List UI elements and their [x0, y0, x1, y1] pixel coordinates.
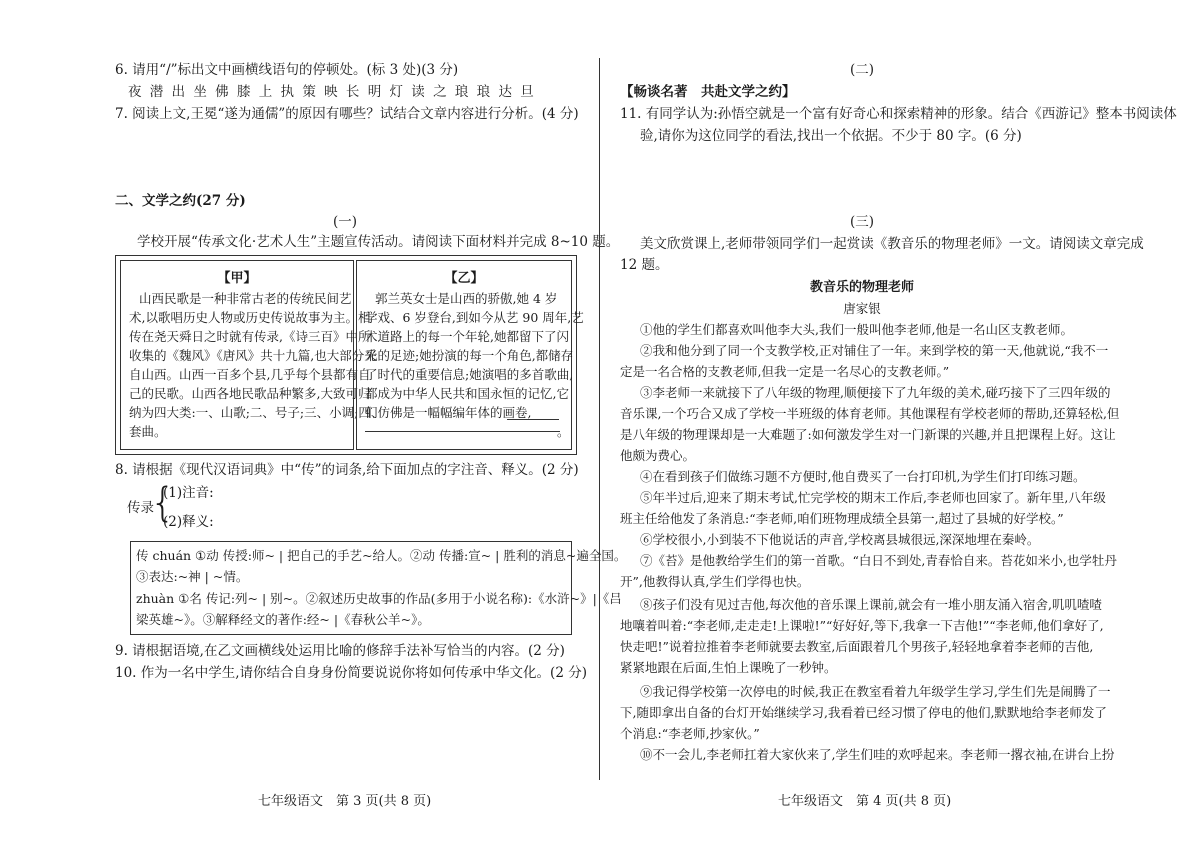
article-paragraph: ⑥学校很小,小到装不下他说话的声音,学校离县城很远,深深地埋在秦岭。 — [640, 532, 1040, 547]
yi-end-mark: 。 — [557, 424, 570, 439]
jia-line: 术,以歌唱历史人物或历史传说故事为主。相 — [129, 310, 371, 325]
yi-line: 术道路上的每一个年轮,她都留下了闪 — [365, 329, 569, 344]
question-11-line1: 11. 有同学认为:孙悟空就是一个富有好奇心和探索精神的形象。结合《西游记》整本书阅读体 — [620, 106, 1177, 122]
yi-line: 都成为中华人民共和国永恒的记忆,它 — [365, 386, 569, 401]
article-paragraph: ⑦《苔》是他教给学生们的第一首歌。“白日不到处,青春恰自来。苔花如米小,也学牡丹 — [640, 553, 1117, 568]
question-11-line2: 验,请你为这位同学的看法,找出一个依据。不少于 80 字。(6 分) — [640, 128, 1022, 144]
article-paragraph: 定是一名合格的支教老师,但我一定是一名尽心的支教老师。” — [620, 364, 950, 379]
jia-line: 山西民歌是一种非常古老的传统民间艺 — [139, 291, 352, 306]
dictionary-entry-box — [130, 541, 627, 635]
page-footer-4: 七年级语文 第 4 页(共 8 页) — [778, 794, 952, 809]
dict-line: 传 chuán ①动 传授:师~ | 把自己的手艺~给人。②动 传播:宣~ | 胜利的消息~遍全国。 — [136, 548, 627, 563]
article-paragraph: 快走吧!”说着拉推着李老师就要去教室,后面跟着几个男孩子,轻轻地拿着李老师的吉他, — [620, 639, 1094, 654]
part-2-heading: (二) — [849, 62, 875, 78]
article-paragraph: ④在看到孩子们做练习题不方便时,他自费买了一台打印机,为学生们打印练习题。 — [640, 469, 1086, 484]
article-paragraph: 音乐课,一个巧合又成了学校一半班级的体育老师。其他课程有学校老师的帮助,还算轻松,但 — [620, 406, 1120, 421]
material-yi — [356, 260, 584, 450]
page-divider — [599, 58, 600, 780]
answer-blank-long[interactable] — [365, 431, 560, 432]
article-paragraph: ①他的学生们都喜欢叫他李大头,我们一般叫他李老师,他是一名山区支教老师。 — [640, 322, 1073, 337]
question-7: 7. 阅读上文,王冕“遂为通儒”的原因有哪些？试结合文章内容进行分析。(4 分) — [115, 106, 579, 122]
article-paragraph: ⑩不一会儿,李老师扛着大家伙来了,学生们哇的欢呼起来。李老师一撂衣袖,在讲台上扮 — [640, 747, 1115, 762]
yi-line: 学戏、6 岁登台,到如今从艺 90 周年,艺 — [365, 310, 584, 325]
materials-intro: 学校开展“传承文化·艺术人生”主题宣传活动。请阅读下面材料并完成 8~10 题。 — [137, 234, 620, 250]
answer-blank[interactable] — [507, 407, 559, 420]
article-paragraph: 下,随即拿出自备的台灯开始继续学习,我看着已经习惯了停电的他们,默默地给李老师发了 — [620, 705, 1107, 720]
intro-line1: 美文欣赏课上,老师带领同学们一起赏读《教音乐的物理老师》一文。请阅读文章完成 — [640, 236, 1144, 252]
article-paragraph: ③李老师一来就接下了八年级的物理,顺便接下了九年级的美术,碰巧接下了三四年级的 — [640, 385, 1111, 400]
jia-line: 套曲。 — [129, 424, 167, 439]
yi-line: 郭兰英女士是山西的骄傲,她 4 岁 — [375, 291, 558, 306]
article-paragraph: 地嚷着叫着:“李老师,走走走!上课啦!”“好好好,等下,我拿一下吉他!”“李老师,他们拿好了, — [620, 618, 1104, 633]
article-paragraph: 开”,他教得认真,学生们学得也快。 — [620, 574, 810, 589]
article-paragraph: 是八年级的物理课却是一大难题了:如何激发学生对一门新课的兴趣,并且把课程上好。这让 — [620, 427, 1116, 442]
article-paragraph: 班主任给他发了条消息:“李老师,咱们班物理成绩全县第一,超过了县城的好学校。” — [620, 511, 1064, 526]
question-9: 9. 请根据语境,在乙文画横线处运用比喻的修辞手法补写恰当的内容。(2 分) — [115, 643, 565, 659]
jia-line: 传在尧天舜日之时就有传录,《诗三百》中所 — [129, 329, 371, 344]
article-paragraph: ②我和他分到了同一个支教学校,正对铺住了一年。来到学校的第一天,他就说,“我不一 — [640, 343, 1109, 358]
article-paragraph: 紧紧地跟在后面,生怕上课晚了一秒钟。 — [620, 660, 837, 675]
material-jia — [120, 260, 384, 450]
question-6: 6. 请用“/”标出文中画横线语句的停顿处。(标 3 处)(3 分) — [115, 62, 459, 78]
yi-line: 了时代的重要信息;她演唱的多首歌曲, — [365, 367, 574, 382]
jia-line: 自山西。山西一百多个县,几乎每个县都有自 — [129, 367, 371, 382]
material-yi-title: 【乙】 — [444, 271, 484, 286]
article-paragraph: ⑤年半过后,迎来了期末考试,忙完学校的期末工作后,李老师也回家了。新年里,八年级 — [640, 490, 1106, 505]
materials-box — [115, 255, 584, 455]
article-paragraph: ⑨我记得学校第一次停电的时候,我正在教室看着九年级学生学习,学生们先是闹腾了一 — [640, 684, 1111, 699]
article-author: 唐家银 — [843, 301, 881, 316]
yi-line: 们仿佛是一幅幅编年体的画卷, — [365, 405, 532, 420]
question-10: 10. 作为一名中学生,请你结合自身身份简要说说你将如何传承中华文化。(2 分) — [115, 665, 587, 681]
page-footer-3: 七年级语文 第 3 页(共 8 页) — [258, 794, 432, 809]
part-1-heading: (一) — [332, 214, 358, 230]
question-8-word: 传录 — [127, 500, 154, 516]
right-page — [602, 0, 1200, 843]
material-jia-title: 【甲】 — [217, 271, 257, 286]
section-tag: 【畅谈名著 共赴文学之约】 — [620, 84, 796, 100]
jia-line: 己的民歌。山西各地民歌品种繁多,大致可归 — [129, 386, 371, 401]
jia-line: 收集的《魏风》《唐风》共十九篇,也大部分采 — [129, 348, 377, 363]
part-3-heading: (三) — [849, 214, 875, 230]
dict-line: zhuàn ①名 传记:列~ | 别~。②叙述历史故事的作品(多用于小说名称):《水浒~》|《吕 — [136, 591, 622, 606]
article-paragraph: 他颇为费心。 — [620, 448, 696, 463]
section-2-heading: 二、文学之约(27 分) — [115, 193, 246, 209]
brace-icon: { — [150, 480, 176, 526]
article-paragraph: 个消息:“李老师,抄家伙。” — [620, 726, 760, 741]
article-title: 教音乐的物理老师 — [809, 280, 914, 295]
question-8: 8. 请根据《现代汉语词典》中“传”的词条,给下面加点的字注音、释义。(2 分) — [115, 462, 579, 478]
dict-line: 梁英雄~》。③解释经文的著作:经~ |《春秋公羊~》。 — [136, 612, 430, 627]
jia-line: 纳为四大类:一、山歌;二、号子;三、小调;四、 — [129, 405, 384, 420]
dict-line: ③表达:~神 | ~情。 — [136, 569, 249, 584]
question-8-sub1: (1)注音: — [163, 485, 214, 501]
intro-line2: 12 题。 — [620, 257, 669, 273]
article-paragraph: ⑧孩子们没有见过吉他,每次他的音乐课上课前,就会有一堆小朋友涌入宿舍,叽叽喳喳 — [640, 597, 1102, 612]
yi-line: 光的足迹;她扮演的每一个角色,都储存 — [365, 348, 574, 363]
question-8-sub2: (2)释义: — [163, 514, 214, 530]
question-6-sentence: 夜 潜 出 坐 佛 膝 上 执 策 映 长 明 灯 读 之 琅 琅 达 旦 — [128, 84, 536, 100]
